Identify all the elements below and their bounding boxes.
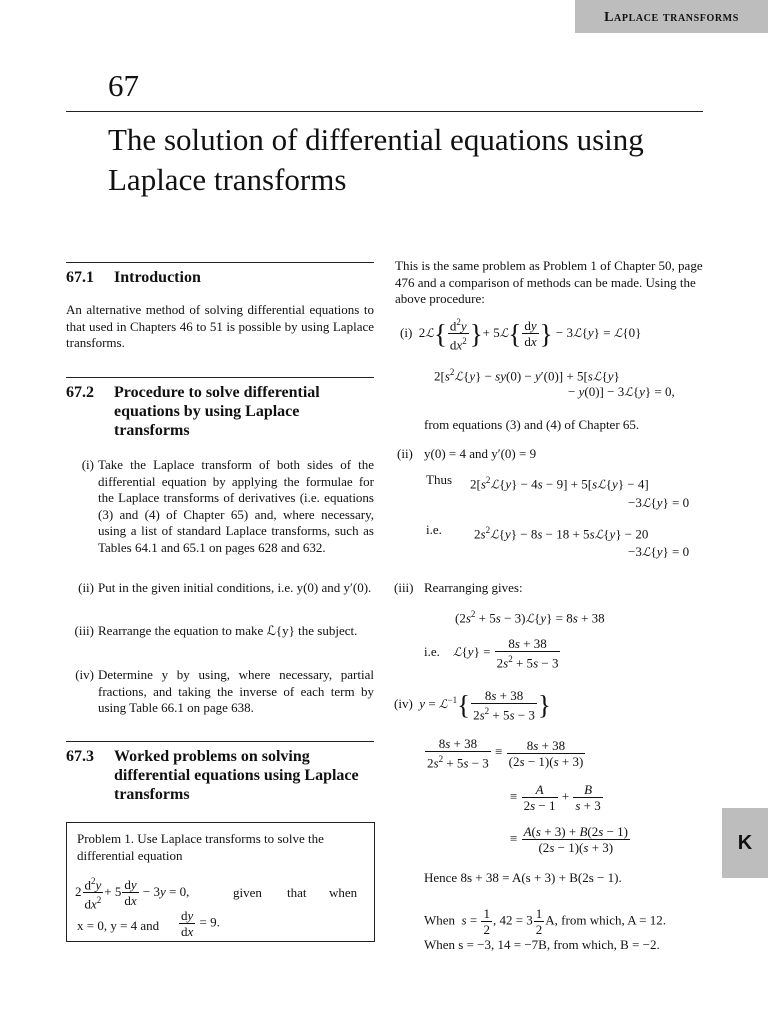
step-iii-equation: ($2s^2 + 5s$ − 3)ℒ{y} = 8s + 38 <box>455 609 605 626</box>
when-result-tail: A, from which, A = 12. <box>545 912 667 928</box>
section-number: 67.2 <box>66 384 94 401</box>
section-number: 67.3 <box>66 748 94 765</box>
section-tab-k: K <box>722 808 768 878</box>
section-rule <box>66 377 374 378</box>
problem-statement: Problem 1. Use Laplace transforms to solve the differential equation <box>77 831 324 863</box>
when-result: 42 = 3 <box>499 912 533 928</box>
step-iii-label: (iii) <box>394 580 414 595</box>
section-rule <box>66 741 374 742</box>
chapter-title: The solution of differential equations using Laplace transforms <box>108 122 644 197</box>
partial-fraction-3: ≡ $\frac{A(s + 3) + B(2s - 1)}{(2s - 1)(s + 3)}$ <box>510 824 628 855</box>
step-i-expanded-2: − y(0)] − 3ℒ{y} = 0, <box>568 384 675 399</box>
step-ii-label: (ii) <box>397 446 413 461</box>
section-number: 67.1 <box>66 269 94 286</box>
given-word: given <box>233 885 262 900</box>
chapter-number: 67 <box>108 68 139 103</box>
section-title: Introduction <box>114 269 201 286</box>
step-ii-line-2: −3ℒ{y} = 0 <box>628 495 690 510</box>
chapter-rule <box>66 111 703 112</box>
step-ii-line-1: $2[s^2ℒ\{y\} - 4s - 9]$ + 5[sℒ{y} − 4] <box>470 475 649 492</box>
ie-word: i.e. <box>426 522 442 537</box>
step-i-expanded-1: $2[s^2ℒ\{y\} - sy(0) - y'(0)]$ + 5[sℒ{y} <box>434 367 620 384</box>
when-word: when <box>329 885 358 900</box>
right-intro: This is the same problem as Problem 1 of Chapter 50, page 476 and a comparison of methods can be made. Using the above procedure: <box>395 258 703 306</box>
from-equations-note: from equations (3) and (4) of Chapter 65. <box>424 417 640 432</box>
thus-word: Thus <box>426 472 452 487</box>
step-text: Put in the given initial conditions, i.e. y(0) and y′(0). <box>98 580 372 595</box>
initial-conditions: y(0) = 4 and y′(0) = 9 <box>424 446 537 461</box>
problem-derivative-condition: $\frac{dy}{dx}$ = 9. <box>181 908 220 939</box>
when-line-1: When s = $\frac{1}{2}$ , 42 = 3 $\frac{1}{2}$ A, from which, A = 12. <box>424 906 667 937</box>
when-word: When <box>424 912 456 928</box>
hence-line: Hence 8s + 38 = A(s + 3) + B(2s − 1). <box>424 870 622 885</box>
partial-fraction-1: $\frac{8s + 38}{2s^2 + 5s - 3}$ ≡ $\frac{8s + 38}{(2s - 1)(s + 3)}$ <box>427 736 584 771</box>
step-text: Determine y by using, where necessary, partial fractions, and taking the inverse of each term by using Table 66.1 on page 638. <box>98 667 374 715</box>
step-text: Rearrange the equation to make ℒ{y} the subject. <box>98 623 358 638</box>
step-i-equation: (i) 2ℒ{ $\frac{d^2y}{dx^2}$ }+ 5ℒ{ $\frac{dy}{dx}$ } − 3ℒ{y} = ℒ{0} <box>400 317 642 353</box>
intro-paragraph: An alternative method of solving differential equations to that used in Chapters 46 to 51 is possible by using Laplace transforms. <box>66 302 374 350</box>
problem-equation: 2 $\frac{d^2y}{dx^2}$ + 5 $\frac{dy}{dx}$ − 3y = 0, <box>75 876 190 912</box>
that-word: that <box>287 885 307 900</box>
rearranging-text: Rearranging gives: <box>424 580 523 595</box>
partial-fraction-2: ≡ $\frac{A}{2s - 1}$ + $\frac{B}{s + 3}$ <box>510 782 601 813</box>
section-title: Worked problems on solving differential equations using Laplace transforms <box>114 748 359 803</box>
step-ii-line-3: $2s^2ℒ\{y\} - 8s - 18$ + 5sℒ{y} − 20 <box>474 525 649 542</box>
step-iii-solved: i.e. ℒ{y} = $\frac{8s + 38}{2s^2 + 5s - 3}$ <box>424 636 559 671</box>
step-label: (iv) <box>75 667 94 682</box>
step-label: (ii) <box>78 580 94 595</box>
section-title: Procedure to solve differential equations by using Laplace transforms <box>114 384 320 439</box>
step-label: (i) <box>81 457 94 472</box>
when-line-2: When s = −3, 14 = −7B, from which, B = −2. <box>424 937 660 952</box>
section-rule <box>66 262 374 263</box>
problem-conditions: x = 0, y = 4 and <box>77 918 160 933</box>
step-text: Take the Laplace transform of both sides of the differential equation by applying the formulae for the Laplace transforms of derivatives (i.e. equations (3) and (4) of Chapter 65) and, where necessary, using a list of standard Laplace transforms, such as Tables 64.1 and 65.1 on pages 628 and 632. <box>98 457 374 555</box>
step-ii-line-4: −3ℒ{y} = 0 <box>628 544 690 559</box>
part-tab: Laplace transforms <box>575 0 768 33</box>
step-iv-equation: (iv) y = ℒ$^{-1}${ $\frac{8s + 38}{2s^2 + 5s - 3}$ } <box>394 688 551 723</box>
step-label: (iii) <box>74 623 94 638</box>
